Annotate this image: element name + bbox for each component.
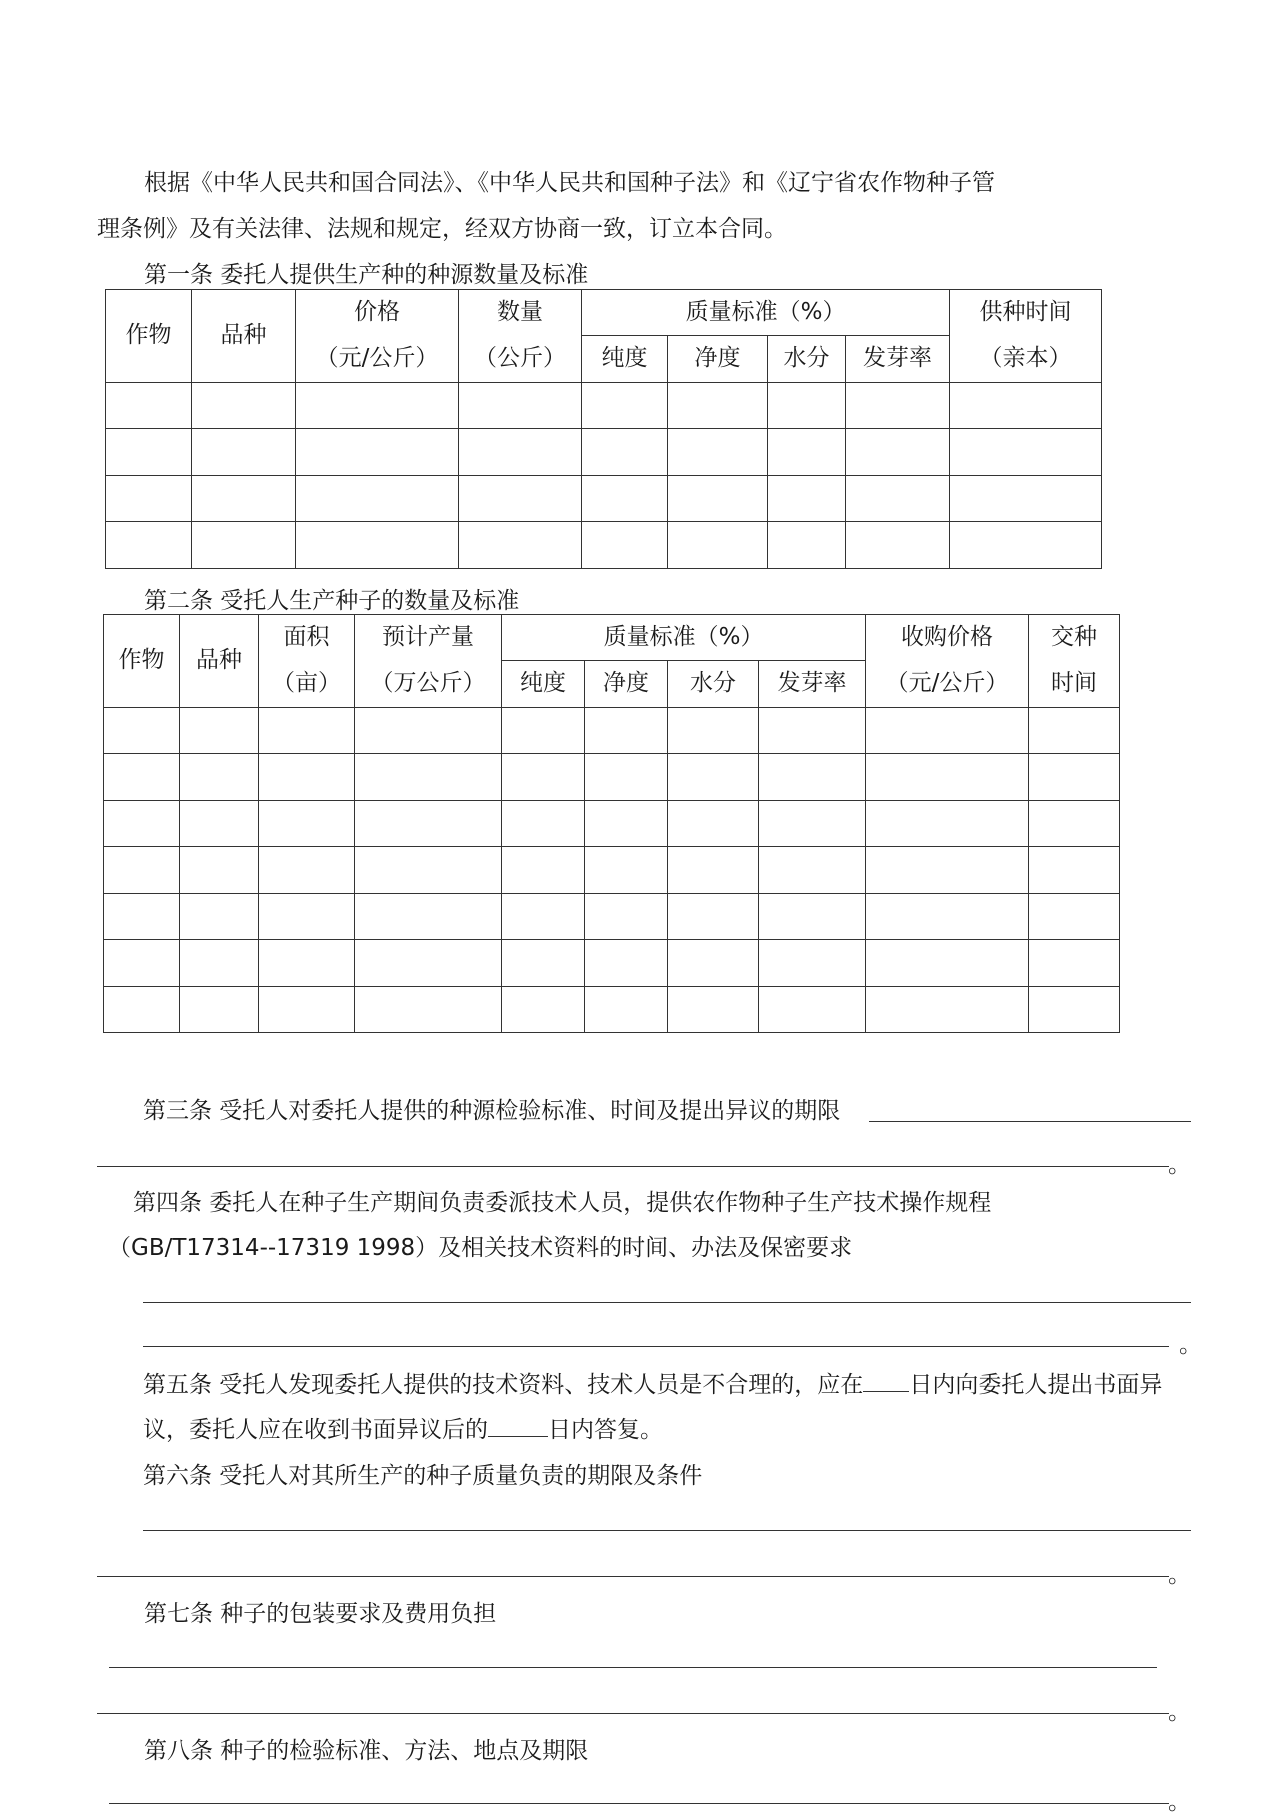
header-purchase-price bbox=[866, 615, 1029, 708]
header-price-label: 价格 bbox=[354, 299, 400, 326]
table-cell[interactable] bbox=[759, 987, 866, 1033]
table-cell[interactable] bbox=[106, 383, 192, 429]
header-variety: 品种 bbox=[180, 615, 259, 708]
article5-line-1-part-b: 日内向委托人提出书面异 bbox=[909, 1372, 1163, 1398]
table-cell[interactable] bbox=[668, 847, 759, 894]
table-cell[interactable] bbox=[768, 429, 846, 476]
article6-blank-2[interactable] bbox=[97, 1576, 1169, 1577]
table-row bbox=[104, 754, 1120, 801]
table-cell[interactable] bbox=[866, 708, 1029, 754]
article7-blank-1[interactable] bbox=[109, 1667, 1157, 1668]
table-cell[interactable] bbox=[585, 801, 668, 847]
table-row bbox=[106, 476, 1102, 522]
header-price-unit: （元/公斤） bbox=[315, 345, 439, 371]
table-cell[interactable] bbox=[502, 987, 585, 1033]
table-cell[interactable] bbox=[259, 754, 355, 801]
header-purity: 纯度 bbox=[582, 336, 668, 383]
header-supply-time bbox=[950, 290, 1102, 383]
table-cell[interactable] bbox=[259, 987, 355, 1033]
table-cell[interactable] bbox=[585, 847, 668, 894]
table-cell[interactable] bbox=[585, 708, 668, 754]
table-cell[interactable] bbox=[259, 847, 355, 894]
table-cell[interactable] bbox=[1029, 894, 1120, 940]
table-cell[interactable] bbox=[192, 429, 296, 476]
table-cell[interactable] bbox=[106, 476, 192, 522]
table-cell[interactable] bbox=[668, 940, 759, 987]
table-cell[interactable] bbox=[259, 801, 355, 847]
header-quality: 质量标准（%） bbox=[502, 615, 866, 661]
table-cell[interactable] bbox=[866, 754, 1029, 801]
article6-period: 。 bbox=[1168, 1562, 1191, 1588]
table-cell[interactable] bbox=[759, 940, 866, 987]
table-cell[interactable] bbox=[459, 383, 582, 429]
table-cell[interactable] bbox=[296, 383, 459, 429]
table-cell[interactable] bbox=[355, 801, 502, 847]
table-cell[interactable] bbox=[668, 801, 759, 847]
header-purchase-price-label: 收购价格 bbox=[901, 624, 994, 651]
table-cell[interactable] bbox=[180, 708, 259, 754]
article3-blank-2[interactable] bbox=[97, 1166, 1169, 1167]
table-cell[interactable] bbox=[585, 940, 668, 987]
header-cleanliness: 净度 bbox=[668, 336, 768, 383]
table-cell[interactable] bbox=[1029, 847, 1120, 894]
table-cell[interactable] bbox=[106, 522, 192, 569]
article3-period: 。 bbox=[1168, 1152, 1191, 1178]
table-cell[interactable] bbox=[180, 847, 259, 894]
article1-title: 第一条 委托人提供生产种的种源数量及标准 bbox=[144, 262, 589, 288]
table-cell[interactable] bbox=[1029, 754, 1120, 801]
header-variety: 品种 bbox=[192, 290, 296, 383]
table-cell[interactable] bbox=[759, 754, 866, 801]
article3-blank-1[interactable] bbox=[869, 1121, 1191, 1122]
article4-blank-1[interactable] bbox=[143, 1302, 1191, 1303]
header-crop: 作物 bbox=[106, 290, 192, 383]
header-yield-label: 预计产量 bbox=[382, 624, 474, 651]
article1-table bbox=[105, 289, 1102, 569]
table-cell[interactable] bbox=[585, 987, 668, 1033]
table-cell[interactable] bbox=[104, 894, 180, 940]
header-purity: 纯度 bbox=[502, 661, 585, 708]
table-cell[interactable] bbox=[1029, 801, 1120, 847]
table-cell[interactable] bbox=[104, 847, 180, 894]
table-cell[interactable] bbox=[502, 754, 585, 801]
table-cell[interactable] bbox=[1029, 987, 1120, 1033]
header-supply-time-sub: （亲本） bbox=[979, 345, 1072, 371]
header-moisture: 水分 bbox=[768, 336, 846, 383]
table-cell[interactable] bbox=[1029, 708, 1120, 754]
article4-line-1: 第四条 委托人在种子生产期间负责委派技术人员，提供农作物种子生产技术操作规程 bbox=[133, 1190, 992, 1216]
intro-line-2: 理条例》及有关法律、法规和规定，经双方协商一致，订立本合同。 bbox=[97, 216, 787, 242]
table-cell[interactable] bbox=[104, 708, 180, 754]
article7-period: 。 bbox=[1168, 1699, 1191, 1725]
header-quantity-label: 数量 bbox=[497, 299, 543, 326]
intro-line-1: 根据《中华人民共和国合同法》、《中华人民共和国种子法》和《辽宁省农作物种子管 bbox=[144, 170, 995, 196]
header-price bbox=[296, 290, 459, 383]
table-cell[interactable] bbox=[104, 754, 180, 801]
table-cell[interactable] bbox=[768, 383, 846, 429]
table-cell[interactable] bbox=[759, 894, 866, 940]
header-crop: 作物 bbox=[104, 615, 180, 708]
table-cell[interactable] bbox=[296, 429, 459, 476]
table-cell[interactable] bbox=[768, 522, 846, 569]
table-cell[interactable] bbox=[502, 940, 585, 987]
table-cell[interactable] bbox=[582, 429, 668, 476]
table-row bbox=[106, 429, 1102, 476]
table-cell[interactable] bbox=[180, 894, 259, 940]
article2-table bbox=[103, 614, 1120, 1033]
table-cell[interactable] bbox=[459, 429, 582, 476]
table-cell[interactable] bbox=[192, 383, 296, 429]
table-cell[interactable] bbox=[846, 476, 950, 522]
table-cell[interactable] bbox=[355, 754, 502, 801]
table-cell[interactable] bbox=[668, 708, 759, 754]
table-cell[interactable] bbox=[502, 708, 585, 754]
table-row bbox=[106, 383, 1102, 429]
table-cell[interactable] bbox=[950, 476, 1102, 522]
article5-days-blank-2[interactable] bbox=[488, 1418, 548, 1437]
article4-blank-2[interactable] bbox=[143, 1346, 1169, 1347]
table-cell[interactable] bbox=[668, 383, 768, 429]
table-cell[interactable] bbox=[759, 801, 866, 847]
header-area bbox=[259, 615, 355, 708]
table-cell[interactable] bbox=[180, 801, 259, 847]
article2-title: 第二条 受托人生产种子的数量及标准 bbox=[144, 588, 520, 614]
table-cell[interactable] bbox=[866, 987, 1029, 1033]
table-cell[interactable] bbox=[459, 476, 582, 522]
header-area-label: 面积 bbox=[283, 624, 330, 651]
table-cell[interactable] bbox=[668, 429, 768, 476]
table-cell[interactable] bbox=[192, 476, 296, 522]
table-cell[interactable] bbox=[866, 894, 1029, 940]
article5-line-2-part-a: 议，委托人应在收到书面异议后的 bbox=[143, 1417, 488, 1443]
article4-line-2: （GB/T17314--17319 1998）及相关技术资料的时间、办法及保密要求 bbox=[108, 1235, 853, 1261]
table-cell[interactable] bbox=[866, 940, 1029, 987]
table-cell[interactable] bbox=[355, 987, 502, 1033]
table-cell[interactable] bbox=[846, 383, 950, 429]
article7-text: 第七条 种子的包装要求及费用负担 bbox=[144, 1601, 497, 1627]
article5-line-1-part-a: 第五条 受托人发现委托人提供的技术资料、技术人员是不合理的，应在 bbox=[143, 1372, 864, 1398]
table-cell[interactable] bbox=[180, 940, 259, 987]
article8-blank-1[interactable] bbox=[109, 1803, 1169, 1804]
header-cleanliness: 净度 bbox=[585, 661, 668, 708]
header-quantity bbox=[459, 290, 582, 383]
table-cell[interactable] bbox=[355, 940, 502, 987]
header-supply-time-label: 供种时间 bbox=[979, 299, 1072, 326]
article3-text: 第三条 受托人对委托人提供的种源检验标准、时间及提出异议的期限 bbox=[143, 1098, 841, 1124]
table-cell[interactable] bbox=[866, 847, 1029, 894]
table-cell[interactable] bbox=[1029, 940, 1120, 987]
header-yield bbox=[355, 615, 502, 708]
table-cell[interactable] bbox=[585, 754, 668, 801]
table-cell[interactable] bbox=[668, 754, 759, 801]
table-cell[interactable] bbox=[582, 522, 668, 569]
table-row bbox=[104, 940, 1120, 987]
table-cell[interactable] bbox=[296, 476, 459, 522]
header-area-unit: （亩） bbox=[272, 670, 341, 696]
table-cell[interactable] bbox=[104, 987, 180, 1033]
header-quality: 质量标准（%） bbox=[582, 290, 950, 336]
table-cell[interactable] bbox=[459, 522, 582, 569]
table-row bbox=[106, 522, 1102, 569]
table-cell[interactable] bbox=[180, 754, 259, 801]
table-cell[interactable] bbox=[759, 708, 866, 754]
table-cell[interactable] bbox=[104, 801, 180, 847]
table-cell[interactable] bbox=[355, 894, 502, 940]
table-row bbox=[104, 987, 1120, 1033]
header-delivery-label: 交种 bbox=[1051, 624, 1098, 651]
header-yield-unit: （万公斤） bbox=[370, 670, 486, 696]
table-cell[interactable] bbox=[582, 476, 668, 522]
table-cell[interactable] bbox=[259, 894, 355, 940]
article5-days-blank-1[interactable] bbox=[863, 1373, 909, 1392]
article7-blank-2[interactable] bbox=[97, 1713, 1169, 1714]
header-delivery-time bbox=[1029, 615, 1120, 708]
table-cell[interactable] bbox=[296, 522, 459, 569]
header-purchase-price-unit: （元/公斤） bbox=[885, 670, 1009, 696]
table-cell[interactable] bbox=[668, 476, 768, 522]
table-row bbox=[104, 894, 1120, 940]
header-germination: 发芽率 bbox=[759, 661, 866, 708]
table-cell[interactable] bbox=[950, 383, 1102, 429]
table-row bbox=[104, 801, 1120, 847]
table-cell[interactable] bbox=[502, 847, 585, 894]
table-cell[interactable] bbox=[585, 894, 668, 940]
table-cell[interactable] bbox=[759, 847, 866, 894]
article6-blank-1[interactable] bbox=[143, 1530, 1191, 1531]
table-cell[interactable] bbox=[668, 522, 768, 569]
article5-line-2-part-b: 日内答复。 bbox=[548, 1417, 663, 1443]
table-cell[interactable] bbox=[846, 522, 950, 569]
article5-line-1 bbox=[143, 1366, 1162, 1399]
table-cell[interactable] bbox=[950, 429, 1102, 476]
table-cell[interactable] bbox=[259, 940, 355, 987]
table-row bbox=[104, 708, 1120, 754]
article6-text: 第六条 受托人对其所生产的种子质量负责的期限及条件 bbox=[143, 1463, 703, 1489]
table-cell[interactable] bbox=[502, 801, 585, 847]
table-cell[interactable] bbox=[106, 429, 192, 476]
table-cell[interactable] bbox=[355, 847, 502, 894]
table-cell[interactable] bbox=[846, 429, 950, 476]
header-germination: 发芽率 bbox=[846, 336, 950, 383]
table-cell[interactable] bbox=[104, 940, 180, 987]
table-row bbox=[104, 847, 1120, 894]
article8-text: 第八条 种子的检验标准、方法、地点及期限 bbox=[144, 1738, 589, 1764]
table-cell[interactable] bbox=[768, 476, 846, 522]
header-delivery-sub: 时间 bbox=[1051, 670, 1098, 696]
table-cell[interactable] bbox=[582, 383, 668, 429]
header-quantity-unit: （公斤） bbox=[474, 345, 566, 371]
article8-period: 。 bbox=[1168, 1789, 1191, 1815]
table-cell[interactable] bbox=[502, 894, 585, 940]
table-cell[interactable] bbox=[668, 987, 759, 1033]
header-moisture: 水分 bbox=[668, 661, 759, 708]
article5-line-2 bbox=[143, 1411, 663, 1444]
article4-period: 。 bbox=[1179, 1332, 1202, 1358]
table-cell[interactable] bbox=[192, 522, 296, 569]
table-cell[interactable] bbox=[259, 708, 355, 754]
table-cell[interactable] bbox=[355, 708, 502, 754]
table-cell[interactable] bbox=[950, 522, 1102, 569]
table-cell[interactable] bbox=[180, 987, 259, 1033]
table-cell[interactable] bbox=[866, 801, 1029, 847]
table-cell[interactable] bbox=[668, 894, 759, 940]
